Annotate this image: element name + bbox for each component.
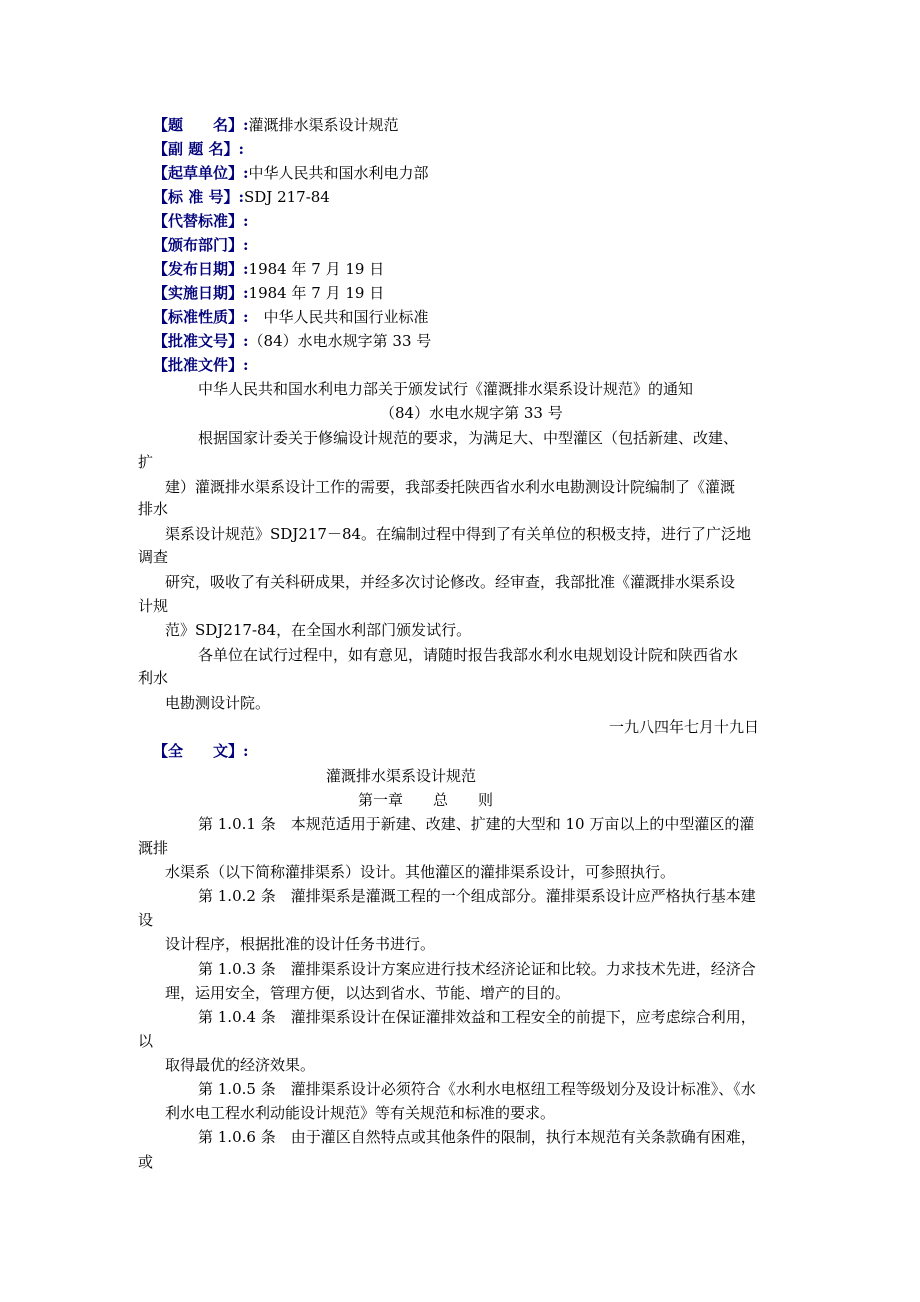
article-line: 第 1.0.4 条 灌排渠系设计在保证灌排效益和工程安全的前提下，应考虑综合利用， bbox=[198, 1008, 756, 1026]
meta-approval-no-label: 【批准文号】: bbox=[153, 332, 249, 350]
article-line: 溉排 bbox=[138, 839, 169, 857]
article-line: 第 1.0.1 条 本规范适用于新建、改建、扩建的大型和 10 万亩以上的中型灌区的灌 bbox=[198, 815, 755, 833]
fulltext-title: 灌溉排水渠系设计规范 bbox=[326, 767, 477, 785]
notice-line: 调查 bbox=[138, 548, 169, 566]
article-line: 利水电工程水利动能设计规范》等有关规范和标准的要求。 bbox=[165, 1104, 556, 1122]
notice-line: 范》SDJ217-84，在全国水利部门颁发试行。 bbox=[165, 621, 472, 639]
notice-line: 电勘测设计院。 bbox=[165, 694, 271, 712]
notice-date: 一九八四年七月十九日 bbox=[609, 718, 760, 736]
notice-number: （84）水电水规字第 33 号 bbox=[380, 404, 563, 422]
meta-issuer bbox=[153, 235, 249, 255]
meta-approval-no bbox=[153, 331, 431, 351]
article-line: 理，运用安全，管理方便，以达到省水、节能、增产的目的。 bbox=[165, 984, 571, 1002]
notice-line: 利水 bbox=[138, 669, 169, 687]
meta-standard-no-value: SDJ 217-84 bbox=[243, 188, 330, 206]
notice-line: 计规 bbox=[138, 597, 169, 615]
notice-line: 根据国家计委关于修编设计规范的要求，为满足大、中型灌区（包括新建、改建、 bbox=[198, 429, 739, 447]
article-line: 取得最优的经济效果。 bbox=[165, 1056, 316, 1074]
article-line: 第 1.0.3 条 灌排渠系设计方案应进行技术经济论证和比较。力求技术先进，经济合 bbox=[198, 960, 756, 978]
article-line: 设 bbox=[138, 911, 154, 929]
meta-replaces-label: 【代替标准】: bbox=[153, 212, 249, 230]
article-line: 设计程序，根据批准的设计任务书进行。 bbox=[165, 935, 436, 953]
meta-issuer-label: 【颁布部门】: bbox=[153, 236, 249, 254]
meta-publish-date-value: 1984 年 7 月 19 日 bbox=[248, 260, 385, 278]
fulltext-label: 【全 文】: bbox=[153, 742, 249, 760]
meta-drafter-value: 中华人民共和国水利电力部 bbox=[248, 164, 429, 182]
meta-effective-date bbox=[153, 283, 384, 303]
chapter-heading: 第一章 总 则 bbox=[358, 791, 494, 809]
meta-approval-doc-label: 【批准文件】: bbox=[153, 356, 249, 374]
meta-subtitle bbox=[153, 139, 244, 159]
meta-nature-label: 【标准性质】: bbox=[153, 308, 249, 326]
article-line: 第 1.0.2 条 灌排渠系是灌溉工程的一个组成部分。灌排渠系设计应严格执行基本建 bbox=[198, 887, 756, 905]
article-line: 以 bbox=[138, 1032, 154, 1050]
meta-replaces bbox=[153, 211, 249, 231]
notice-line: 渠系设计规范》SDJ217－84。在编制过程中得到了有关单位的积极支持，进行了广泛地 bbox=[165, 525, 752, 543]
meta-drafter-label: 【起草单位】: bbox=[153, 164, 249, 182]
notice-heading: 中华人民共和国水利电力部关于颁发试行《灌溉排水渠系设计规范》的通知 bbox=[198, 380, 694, 398]
meta-approval-doc bbox=[153, 355, 249, 375]
meta-approval-no-value: （84）水电水规字第 33 号 bbox=[248, 332, 432, 350]
article-line: 水渠系（以下简称灌排渠系）设计。其他灌区的灌排渠系设计，可参照执行。 bbox=[165, 863, 676, 881]
meta-standard-no-label: 【标 准 号】: bbox=[153, 188, 244, 206]
meta-publish-date bbox=[153, 259, 384, 279]
meta-publish-date-label: 【发布日期】: bbox=[153, 260, 249, 278]
meta-drafter bbox=[153, 163, 429, 183]
meta-standard-no bbox=[153, 187, 330, 207]
article-line: 或 bbox=[138, 1153, 154, 1171]
meta-nature bbox=[153, 307, 429, 327]
article-line: 第 1.0.5 条 灌排渠系设计必须符合《水利水电枢纽工程等级划分及设计标准》、《水 bbox=[198, 1080, 756, 1098]
meta-title-value: 灌溉排水渠系设计规范 bbox=[248, 116, 399, 134]
meta-title bbox=[153, 115, 399, 135]
notice-line: 扩 bbox=[138, 453, 154, 471]
meta-nature-value: 中华人民共和国行业标准 bbox=[248, 308, 429, 326]
notice-line: 研究，吸收了有关科研成果，并经多次讨论修改。经审查，我部批准《灌溉排水渠系设 bbox=[165, 573, 736, 591]
meta-subtitle-label: 【副 题 名】: bbox=[153, 140, 244, 158]
notice-line: 排水 bbox=[138, 500, 169, 518]
meta-effective-date-value: 1984 年 7 月 19 日 bbox=[248, 284, 385, 302]
article-line: 第 1.0.6 条 由于灌区自然特点或其他条件的限制，执行本规范有关条款确有困难， bbox=[198, 1128, 756, 1146]
meta-title-label: 【题 名】: bbox=[153, 116, 249, 134]
notice-line: 各单位在试行过程中，如有意见，请随时报告我部水利水电规划设计院和陕西省水 bbox=[198, 646, 739, 664]
meta-effective-date-label: 【实施日期】: bbox=[153, 284, 249, 302]
notice-line: 建）灌溉排水渠系设计工作的需要，我部委托陕西省水利水电勘测设计院编制了《灌溉 bbox=[165, 478, 736, 496]
